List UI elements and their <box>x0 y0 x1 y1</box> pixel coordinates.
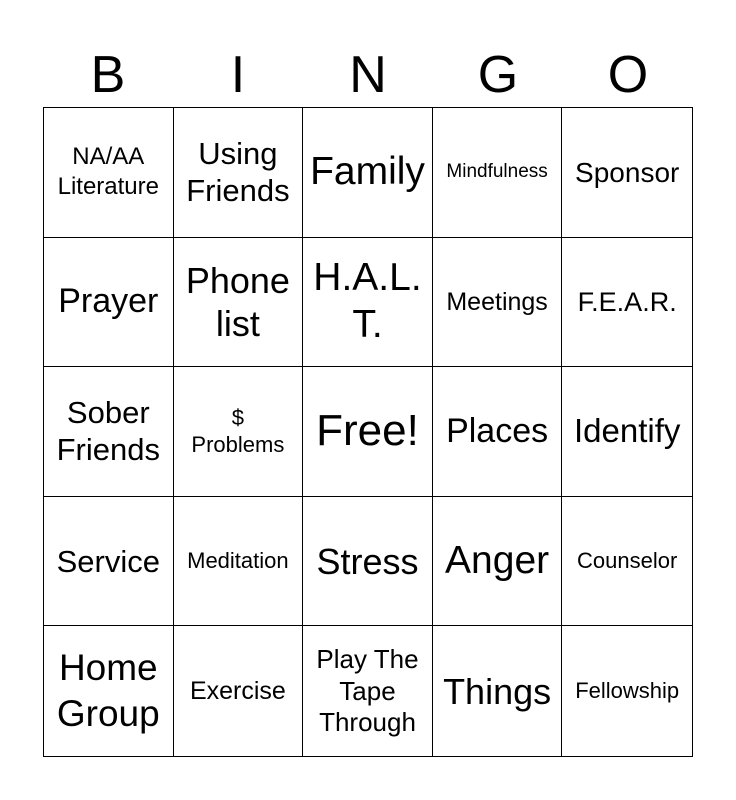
bingo-cell-anger[interactable] <box>433 497 563 627</box>
bingo-cell-exercise[interactable] <box>174 626 304 756</box>
bingo-cell-fear[interactable] <box>562 238 692 368</box>
cell-label: Prayer <box>58 282 159 321</box>
bingo-cell-phone-list[interactable] <box>174 238 304 368</box>
cell-label: Stress <box>316 540 419 582</box>
bingo-cell-sober-friends[interactable] <box>44 367 174 497</box>
header-letter-g: G <box>477 46 519 104</box>
cell-label: Play The Tape Through <box>316 644 419 737</box>
cell-label: Things <box>443 670 552 712</box>
bingo-cell-using-friends[interactable] <box>174 108 304 238</box>
cell-label: Places <box>446 412 549 451</box>
bingo-cell-places[interactable] <box>433 367 563 497</box>
cell-label: F.E.A.R. <box>577 286 677 317</box>
bingo-cell-home-group[interactable] <box>44 626 174 756</box>
cell-label: Sponsor <box>575 156 680 188</box>
cell-label: Family <box>310 149 425 193</box>
bingo-cell-halt[interactable] <box>303 238 433 368</box>
cell-label: H.A.L. T. <box>313 256 422 346</box>
cell-label: Anger <box>445 538 550 582</box>
header-letter-b: B <box>90 46 126 104</box>
bingo-cell-prayer[interactable] <box>44 238 174 368</box>
bingo-cell-counselor[interactable] <box>562 497 692 627</box>
bingo-cell-mindfulness[interactable] <box>433 108 563 238</box>
cell-label: Sober Friends <box>56 395 160 468</box>
bingo-cell-meditation[interactable] <box>174 497 304 627</box>
cell-label: $ Problems <box>191 404 285 458</box>
cell-label: Exercise <box>189 677 286 706</box>
cell-label: Counselor <box>577 548 678 574</box>
cell-label: Service <box>56 543 160 579</box>
bingo-cell-meetings[interactable] <box>433 238 563 368</box>
cell-label: NA/AA Literature <box>57 143 159 201</box>
header-letter-n: N <box>349 46 387 104</box>
bingo-cell-service[interactable] <box>44 497 174 627</box>
cell-label: Fellowship <box>575 678 680 704</box>
bingo-cell-free-space[interactable] <box>303 367 433 497</box>
cell-label: Meetings <box>446 287 548 316</box>
bingo-cell-money-problems[interactable] <box>174 367 304 497</box>
bingo-cell-na-aa-literature[interactable] <box>44 108 174 238</box>
cell-label: Free! <box>316 406 419 456</box>
cell-label: Phone list <box>185 259 290 344</box>
cell-label: Mindfulness <box>446 161 548 183</box>
header-letter-o: O <box>607 46 649 104</box>
bingo-cell-fellowship[interactable] <box>562 626 692 756</box>
cell-label: Meditation <box>187 548 289 574</box>
bingo-header <box>43 44 693 106</box>
bingo-cell-identify[interactable] <box>562 367 692 497</box>
bingo-cell-sponsor[interactable] <box>562 108 692 238</box>
header-letter-i: I <box>230 46 246 104</box>
cell-label: Identify <box>573 412 681 450</box>
bingo-cell-things[interactable] <box>433 626 563 756</box>
bingo-board <box>43 107 693 757</box>
bingo-cell-play-the-tape-through[interactable] <box>303 626 433 756</box>
cell-label: Home Group <box>56 646 160 735</box>
cell-label: Using Friends <box>186 136 290 209</box>
bingo-cell-family[interactable] <box>303 108 433 238</box>
bingo-cell-stress[interactable] <box>303 497 433 627</box>
